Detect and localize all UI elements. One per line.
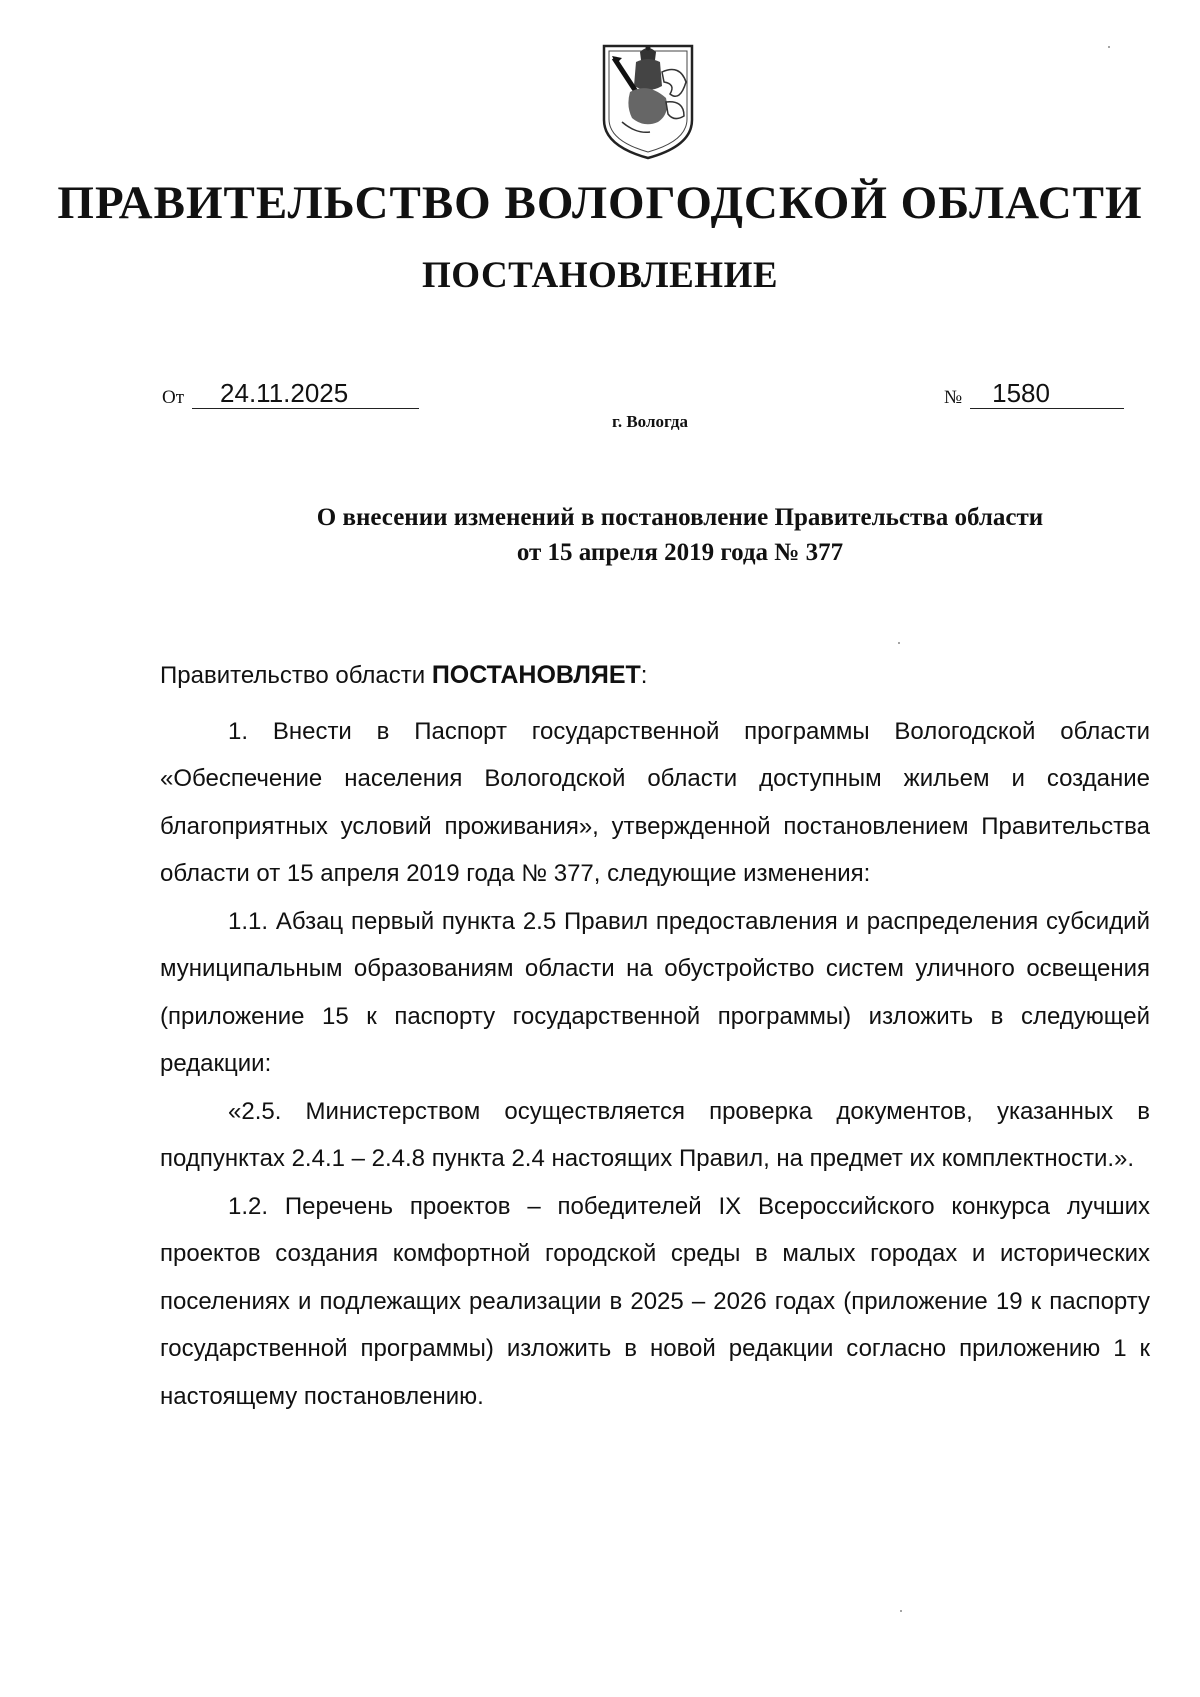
scan-speck <box>1108 46 1110 48</box>
city: г. Вологда <box>612 412 688 431</box>
number-block <box>944 378 1124 409</box>
intro-suffix: : <box>640 662 648 689</box>
paragraph-1-2: 1.2. Перечень проектов – победителей IX Всероссийского конкурса лучших проектов создания комфортной городской среды в малых городах и исторических поселениях и подлежащих реализации в 2025 – 2026 годах (приложение 19 к паспорту государственной программы) изложить в новой редакции согласно приложению 1 к настоящему постановлению. <box>160 1192 1150 1410</box>
subject-line-2: от 15 апреля 2019 года № 377 <box>516 539 844 566</box>
coat-of-arms-icon <box>600 42 696 160</box>
intro-paragraph <box>160 652 1150 700</box>
date-label: От <box>162 387 185 408</box>
document-type: ПОСТАНОВЛЕНИЕ <box>421 255 779 296</box>
date-value: 24.11.2025 <box>192 378 419 409</box>
paragraph-quote-2-5: «2.5. Министерством осуществляется проверка документов, указанных в подпунктах 2.4.1 – 2.4.8 пункта 2.4 настоящих Правил, на предмет их комплектности.». <box>160 1097 1150 1172</box>
government-title: ПРАВИТЕЛЬСТВО ВОЛОГОДСКОЙ ОБЛАСТИ <box>57 177 1143 229</box>
intro-bold: ПОСТАНОВЛЯЕТ <box>431 661 641 689</box>
subject-line-1: О внесении изменений в постановление Правительства области <box>316 504 1044 531</box>
paragraph-1: 1. Внести в Паспорт государственной программы Вологодской области «Обеспечение населения Вологодской области доступным жильем и создание благоприятных условий проживания», утвержденной постановлением Правительства области от 15 апреля 2019 года № 377, следующие изменения: <box>160 717 1150 887</box>
number-value: 1580 <box>970 378 1124 409</box>
body-text <box>160 652 1150 1420</box>
intro-prefix: Правительство области <box>160 662 432 689</box>
paragraph-1-1: 1.1. Абзац первый пункта 2.5 Правил предоставления и распределения субсидий муниципальным образованиям области на обустройство систем уличного освещения (приложение 15 к паспорту государственной программы) изложить в следующей редакции: <box>160 907 1150 1077</box>
scan-speck <box>900 1610 902 1612</box>
scan-speck <box>898 642 900 644</box>
number-label: № <box>944 387 963 408</box>
subject-heading <box>160 500 1200 570</box>
date-block <box>162 378 419 409</box>
